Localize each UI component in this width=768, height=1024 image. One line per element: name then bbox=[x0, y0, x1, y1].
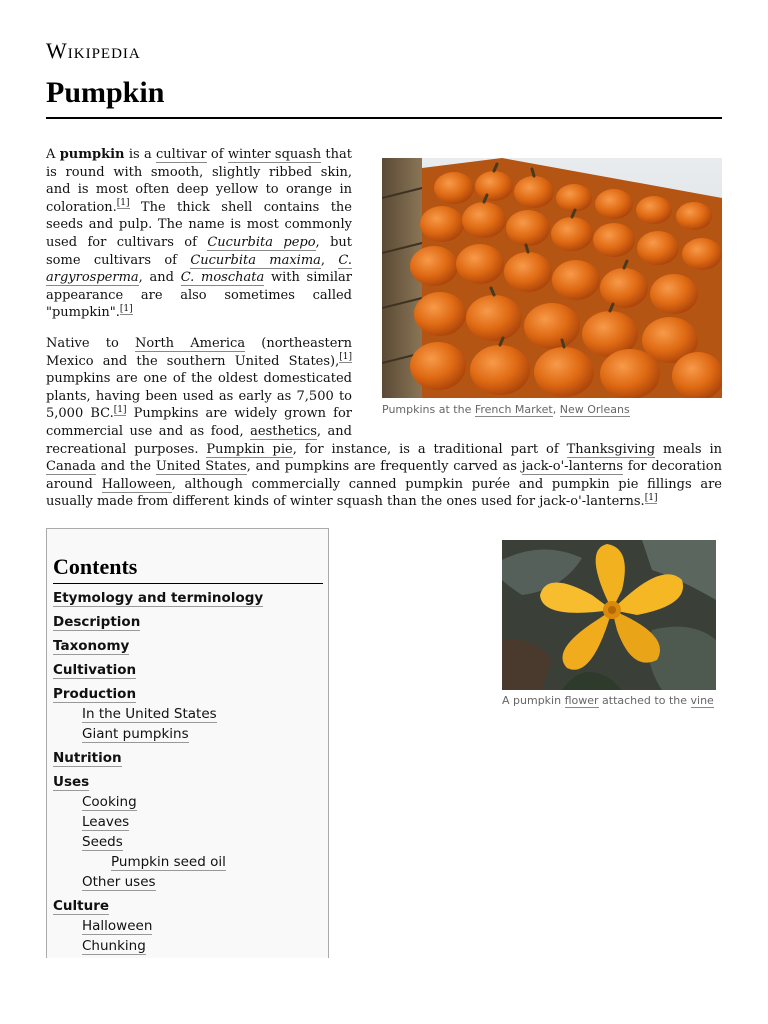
toc-item-nutrition[interactable]: Nutrition bbox=[53, 750, 122, 766]
wikipedia-logo[interactable]: Wikipedia bbox=[46, 38, 141, 63]
toc-item-giant-pumpkins[interactable]: Giant pumpkins bbox=[82, 726, 189, 742]
caption-text: Pumpkins at the bbox=[382, 403, 475, 416]
term-pumpkin: pumpkin bbox=[59, 147, 125, 162]
toc-item-description[interactable]: Description bbox=[53, 614, 141, 630]
flower-link[interactable]: flower bbox=[564, 694, 599, 707]
toc-list bbox=[53, 589, 323, 956]
reference-link[interactable]: [1] bbox=[113, 404, 127, 415]
pumpkin-pie-link[interactable]: Pumpkin pie bbox=[206, 441, 293, 457]
jack-o-lanterns-link[interactable]: jack-o'-lanterns bbox=[521, 459, 624, 475]
toc-item-cooking[interactable]: Cooking bbox=[82, 794, 137, 810]
reference-link[interactable]: [1] bbox=[116, 198, 130, 209]
united-states-link[interactable]: United States bbox=[155, 459, 247, 475]
toc-item-pumpkin-seed-oil[interactable]: Pumpkin seed oil bbox=[111, 854, 226, 870]
title-divider bbox=[46, 117, 722, 119]
pumpkins-caption bbox=[382, 401, 722, 419]
canada-link[interactable]: Canada bbox=[46, 459, 96, 475]
french-market-link[interactable]: French Market bbox=[474, 403, 553, 416]
pumpkins-photo[interactable] bbox=[382, 158, 722, 398]
toc-item-etymology[interactable]: Etymology and terminology bbox=[53, 590, 264, 606]
toc-item-cultivation[interactable]: Cultivation bbox=[53, 662, 137, 678]
winter-squash-link[interactable]: winter squash bbox=[227, 147, 322, 162]
caption-text: A pumpkin bbox=[502, 694, 565, 707]
intro-paragraph: A pumpkin is a cultivar of winter squash that is round with smooth, slightly ribbed skin, and is most often deep yellow to orange in coloration.[1] The thick shell contains the seeds and pulp. The name is most commonly used for cultivars of Cucurbita pepo, but some cultivars of Cucurbita maxima, C. argyrosperma, and C. moschata with similar appearance are also sometimes called "pumpkin".[1] bbox=[46, 147, 353, 321]
cucurbita-pepo-link[interactable]: Cucurbita pepo bbox=[207, 234, 316, 250]
toc-item-taxonomy[interactable]: Taxonomy bbox=[53, 638, 130, 654]
reference-link[interactable]: [1] bbox=[339, 352, 352, 363]
toc-item-in-the-united-states[interactable]: In the United States bbox=[82, 706, 217, 722]
pumpkin-flower-photo[interactable] bbox=[502, 540, 716, 690]
new-orleans-link[interactable]: New Orleans bbox=[559, 403, 630, 416]
toc-title: Contents bbox=[53, 554, 323, 584]
toc-item-chunking[interactable]: Chunking bbox=[82, 938, 146, 954]
aesthetics-link[interactable]: aesthetics bbox=[250, 423, 317, 439]
flower-figure bbox=[502, 540, 718, 709]
vine-link[interactable]: vine bbox=[690, 694, 714, 707]
reference-link[interactable]: [1] bbox=[644, 492, 658, 503]
toc-item-uses[interactable]: Uses bbox=[53, 774, 90, 790]
table-of-contents bbox=[46, 528, 329, 958]
pumpkins-figure bbox=[378, 158, 722, 419]
reference-link[interactable]: [1] bbox=[119, 304, 133, 315]
c-moschata-link[interactable]: C. moschata bbox=[180, 270, 265, 286]
toc-item-other-uses[interactable]: Other uses bbox=[82, 874, 156, 890]
thanksgiving-link[interactable]: Thanksgiving bbox=[566, 441, 656, 457]
flower-caption bbox=[502, 693, 718, 709]
history-paragraph: Native to North America (northeastern Mexico and the southern United States),[1] pumpkins are one of the oldest domesticated plants, having been used as early as 7,500 to 5,000 BC.[1] Pumpkins are widely grown for commercial use and as food, aesthetics, and recreational purposes. Pumpkin pie, for instance, is a traditional part of Thanksgiving meals in Canada and the United States, and pumpkins are frequently carved as jack-o'-lanterns for decoration around Halloween, although commercially canned pumpkin purée and pumpkin pie fillings are usually made from different kinds of winter squash than the ones used for jack-o'-lanterns.[1] bbox=[46, 335, 723, 510]
north-america-link[interactable]: North America bbox=[135, 335, 246, 351]
toc-item-culture[interactable]: Culture bbox=[53, 898, 110, 914]
halloween-link[interactable]: Halloween bbox=[101, 476, 172, 492]
cucurbita-maxima-link[interactable]: Cucurbita maxima bbox=[190, 252, 321, 268]
c-argyrosperma-link[interactable]: C. argyrosperma bbox=[46, 252, 353, 286]
article-body bbox=[46, 146, 722, 524]
caption-separator: , bbox=[552, 403, 560, 416]
toc-item-production[interactable]: Production bbox=[53, 686, 137, 702]
caption-text: attached to the bbox=[598, 694, 691, 707]
cultivar-link[interactable]: cultivar bbox=[156, 147, 207, 162]
toc-item-seeds[interactable]: Seeds bbox=[82, 834, 123, 850]
page-title: Pumpkin bbox=[46, 76, 165, 109]
toc-item-leaves[interactable]: Leaves bbox=[82, 814, 130, 830]
toc-item-halloween[interactable]: Halloween bbox=[82, 918, 153, 934]
